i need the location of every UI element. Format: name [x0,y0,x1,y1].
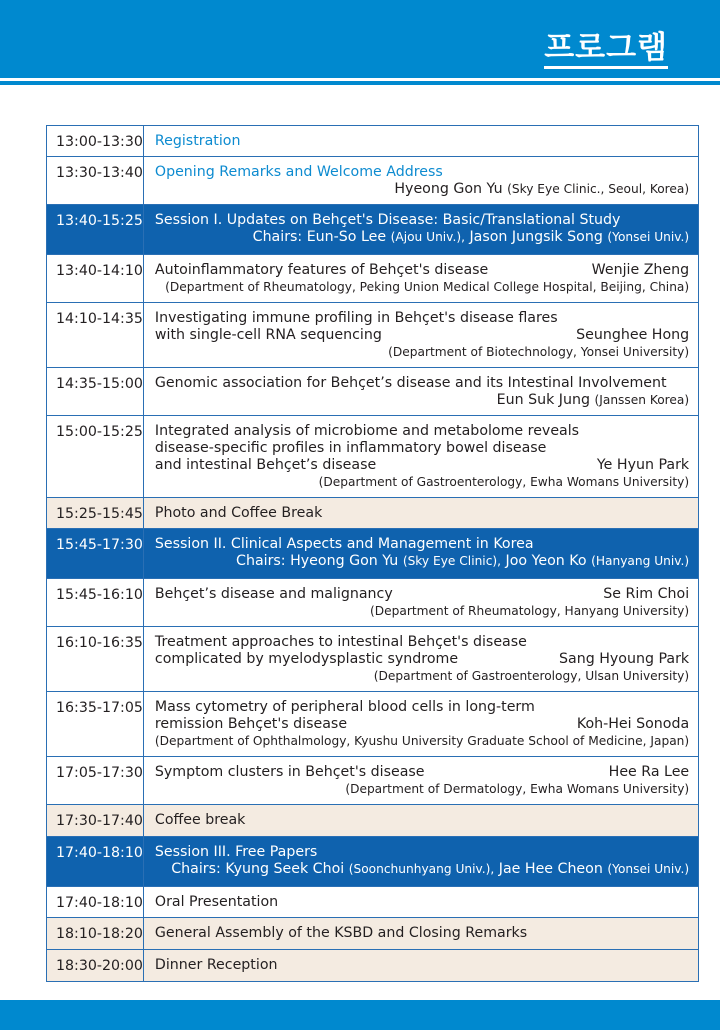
table-row [47,157,699,205]
title-cell [143,837,698,887]
break-row [47,918,699,950]
title-cell [143,918,698,950]
table-row [47,126,699,157]
speaker-affiliation: (Department of Ophthalmology, Kyushu University Graduate School of Medicine, Japan) [154,734,690,748]
title-cell [143,368,698,416]
chair-affiliation: (Yonsei Univ.) [607,862,690,876]
table-row [47,692,699,757]
time-cell: 13:30-13:40 [47,157,144,205]
time-cell: 13:00-13:30 [47,126,144,157]
speaker-affiliation: (Department of Dermatology, Ewha Womans University) [345,782,690,796]
program-title: Integrated analysis of microbiome and metabolome reveals [154,423,580,439]
speaker-affiliation: (Department of Biotechnology, Yonsei University) [388,345,690,359]
time-cell: 17:30-17:40 [47,805,144,837]
chairs-label: Chairs: [236,553,286,569]
title-cell [143,255,698,303]
title-cell [143,205,698,255]
footer-bar [0,1000,720,1030]
table-row [47,887,699,918]
title-cell [143,579,698,627]
program-title: Registration [154,133,241,149]
table-row [47,255,699,303]
chair-name: Jae Hee Cheon [498,861,603,877]
break-row [47,805,699,837]
title-cell [143,757,698,805]
speaker-name: Seunghee Hong [576,327,690,343]
title-speaker-line [155,586,689,603]
chair-affiliation: (Yonsei Univ.) [607,230,690,244]
speaker-name: Hee Ra Lee [608,764,690,780]
table-row [47,627,699,692]
chairs-line [155,861,689,878]
speaker-line [155,181,689,198]
table-row [47,303,699,368]
time-cell: 13:40-14:10 [47,255,144,303]
title-cell [143,498,698,529]
page-header [0,0,720,86]
chairs-label: Chairs: [171,861,221,877]
time-cell: 18:10-18:20 [47,918,144,950]
program-title: disease-specific profiles in inflammatory bowel disease [154,440,547,456]
chair-name: Hyeong Gon Yu [290,553,399,569]
title-cell [143,805,698,837]
title-speaker-line [155,457,689,474]
session-row [47,205,699,255]
program-title: and intestinal Behçet’s disease [154,457,377,473]
speaker-affiliation: (Department of Gastroenterology, Ulsan University) [373,669,690,683]
chair-name: Joo Yeon Ko [505,553,587,569]
time-cell: 15:25-15:45 [47,498,144,529]
program-title: complicated by myelodysplastic syndrome [154,651,459,667]
title-cell [143,157,698,205]
speaker-name: Se Rim Choi [603,586,690,602]
time-cell: 18:30-20:00 [47,950,144,982]
program-title: Autoinflammatory features of Behçet's disease [154,262,489,278]
program-title: Symptom clusters in Behçet's disease [154,764,425,780]
title-speaker-line [155,716,689,733]
speaker-name: Hyeong Gon Yu [394,181,503,197]
break-row [47,950,699,982]
session-row [47,529,699,579]
title-cell [143,416,698,498]
program-title: Opening Remarks and Welcome Address [154,164,443,180]
program-title: Behçet’s disease and malignancy [154,586,393,602]
program-title: Mass cytometry of peripheral blood cells in long-term [154,699,535,715]
title-speaker-line [155,262,689,279]
program-title: Treatment approaches to intestinal Behçet's disease [154,634,527,650]
speaker-affiliation: (Sky Eye Clinic., Seoul, Korea) [507,182,690,196]
time-cell: 16:35-17:05 [47,692,144,757]
title-cell [143,950,698,982]
speaker-name: Ye Hyun Park [596,457,690,473]
speaker-affiliation: (Janssen Korea) [594,393,690,407]
program-title: General Assembly of the KSBD and Closing Remarks [154,925,528,941]
title-speaker-line [155,327,689,344]
program-title: Investigating immune profiling in Behçet's disease flares [154,310,558,326]
program-title: Genomic association for Behçet’s disease and its Intestinal Involvement [154,375,667,391]
title-speaker-line [155,764,689,781]
time-cell: 14:35-15:00 [47,368,144,416]
chairs-label: Chairs: [252,229,303,245]
chair-affiliation: (Ajou Univ.), [390,230,465,244]
break-row [47,498,699,529]
time-cell: 17:40-18:10 [47,887,144,918]
table-row [47,416,699,498]
program-title: Photo and Coffee Break [154,505,323,521]
speaker-line [155,392,689,409]
program-table [46,125,699,982]
program-title: remission Behçet's disease [154,716,348,732]
chair-name: Eun-So Lee [306,229,387,245]
title-cell [143,529,698,579]
program-title: Oral Presentation [154,894,279,910]
speaker-affiliation: (Department of Rheumatology, Hanyang University) [370,604,690,618]
time-cell: 14:10-14:35 [47,303,144,368]
time-cell: 15:45-17:30 [47,529,144,579]
title-cell [143,627,698,692]
table-row [47,368,699,416]
chairs-line [155,229,689,246]
title-speaker-line [155,651,689,668]
time-cell: 15:45-16:10 [47,579,144,627]
speaker-name: Eun Suk Jung [496,392,590,408]
program-title: Coffee break [154,812,246,828]
title-cell [143,303,698,368]
chair-affiliation: (Soonchunhyang Univ.), [348,862,495,876]
chair-name: Jason Jungsik Song [469,229,603,245]
program-title: Dinner Reception [154,957,278,973]
session-title: Session I. Updates on Behçet's Disease: Basic/Translational Study [154,212,621,228]
chair-affiliation: (Hanyang Univ.) [591,554,690,568]
chair-name: Kyung Seek Choi [225,861,345,877]
session-row [47,837,699,887]
session-title: Session III. Free Papers [154,844,318,860]
speaker-name: Wenjie Zheng [591,262,690,278]
time-cell: 13:40-15:25 [47,205,144,255]
chairs-line [155,553,689,570]
speaker-name: Koh-Hei Sonoda [576,716,690,732]
time-cell: 17:40-18:10 [47,837,144,887]
time-cell: 16:10-16:35 [47,627,144,692]
speaker-affiliation: (Department of Rheumatology, Peking Union Medical College Hospital, Beijing, China) [165,280,690,294]
chair-affiliation: (Sky Eye Clinic), [402,554,502,568]
speaker-affiliation: (Department of Gastroenterology, Ewha Womans University) [318,475,690,489]
session-title: Session II. Clinical Aspects and Management in Korea [154,536,534,552]
speaker-name: Sang Hyoung Park [559,651,690,667]
title-cell [143,887,698,918]
page-title: 프로그램 [544,30,668,69]
time-cell: 15:00-15:25 [47,416,144,498]
time-cell: 17:05-17:30 [47,757,144,805]
program-title: with single-cell RNA sequencing [154,327,382,343]
table-row [47,579,699,627]
title-cell [143,126,698,157]
table-row [47,757,699,805]
title-cell [143,692,698,757]
header-divider [0,81,720,85]
